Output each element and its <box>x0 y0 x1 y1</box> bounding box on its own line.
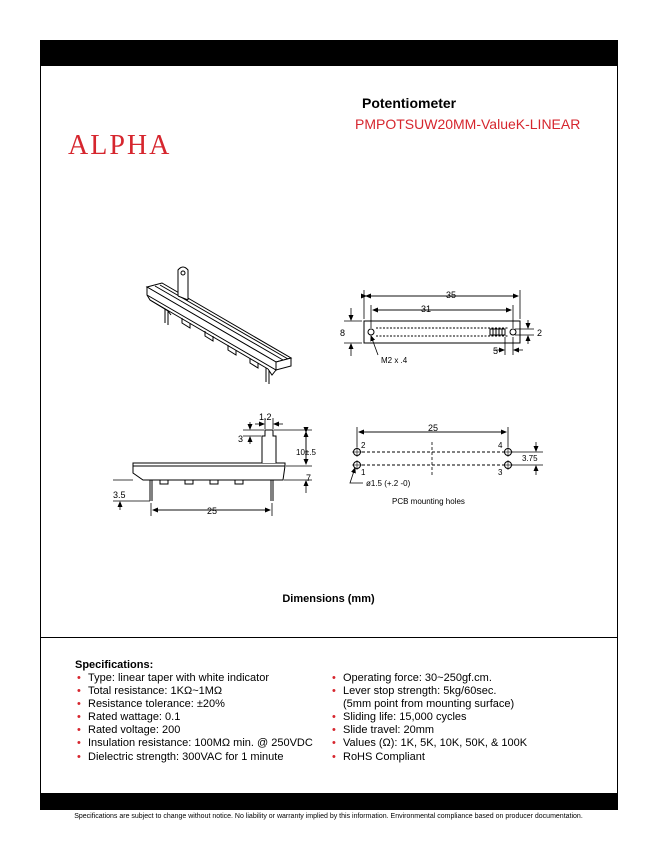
footer-disclaimer: Specifications are subject to change without notice. No liability or warranty implied by this information. Environmental compliance based on producer documentation. <box>74 813 583 820</box>
pin-2: 2 <box>361 441 366 450</box>
isometric-view <box>147 267 291 384</box>
dim-1-2: 1.2 <box>259 412 272 422</box>
dim-3-5: 3.5 <box>113 490 126 500</box>
pin-1: 1 <box>361 468 366 477</box>
spec-item: • Values (Ω): 1K, 5K, 10K, 50K, & 100K <box>332 737 528 750</box>
spec-item-continuation: (5mm point from mounting surface) <box>343 698 515 711</box>
spec-list-left <box>75 672 313 764</box>
spec-item: • Operating force: 30~250gf.cm. <box>332 672 492 684</box>
spec-item: • Slide travel: 20mm <box>332 724 435 737</box>
specifications-heading: Specifications: <box>75 659 154 671</box>
dim-31: 31 <box>421 304 432 314</box>
pin-3: 3 <box>498 468 503 477</box>
dim-5: 5 <box>493 346 499 356</box>
dim-3-75: 3.75 <box>522 454 538 463</box>
spec-item: • Resistance tolerance: ±20% <box>77 698 225 711</box>
spec-item: • Rated wattage: 0.1 <box>77 711 181 724</box>
spec-item: • RoHS Compliant <box>332 750 425 763</box>
spec-item: • Lever stop strength: 5kg/60sec. <box>332 685 497 698</box>
spec-item: • Sliding life: 15,000 cycles <box>332 711 467 724</box>
brand-logo: ALPHA <box>68 130 172 161</box>
section-divider <box>40 637 618 638</box>
dim-10: 10±.5 <box>296 448 316 457</box>
pcb-caption: PCB mounting holes <box>392 497 465 506</box>
footer-bar <box>40 793 618 810</box>
screw-label: M2 x .4 <box>381 356 408 365</box>
spec-item: • Type: linear taper with white indicator <box>77 672 269 684</box>
pin-4: 4 <box>498 441 503 450</box>
dim-25-side: 25 <box>207 506 218 516</box>
part-number: PMPOTSUW20MM-ValueK-LINEAR <box>355 116 581 132</box>
dim-7: 7 <box>306 473 312 483</box>
spec-item: • Total resistance: 1KΩ~1MΩ <box>77 685 223 698</box>
side-view <box>113 418 312 516</box>
spec-list-right <box>330 672 527 764</box>
spec-item: • Insulation resistance: 100MΩ min. @ 250VDC <box>77 737 313 750</box>
dimensions-caption: Dimensions (mm) <box>282 593 375 605</box>
dim-25-pcb: 25 <box>428 423 439 433</box>
product-title: Potentiometer <box>362 95 457 111</box>
top-view <box>344 290 534 356</box>
hole-diameter-label: ø1.5 (+.2 -0) <box>366 479 411 488</box>
spec-item: • Dielectric strength: 300VAC for 1 minute <box>77 750 284 763</box>
dim-8: 8 <box>340 328 346 338</box>
dim-3: 3 <box>238 434 244 444</box>
dim-2: 2 <box>537 328 543 338</box>
dim-35: 35 <box>446 290 457 300</box>
spec-item: • Rated voltage: 200 <box>77 724 181 737</box>
pcb-view <box>350 427 543 483</box>
